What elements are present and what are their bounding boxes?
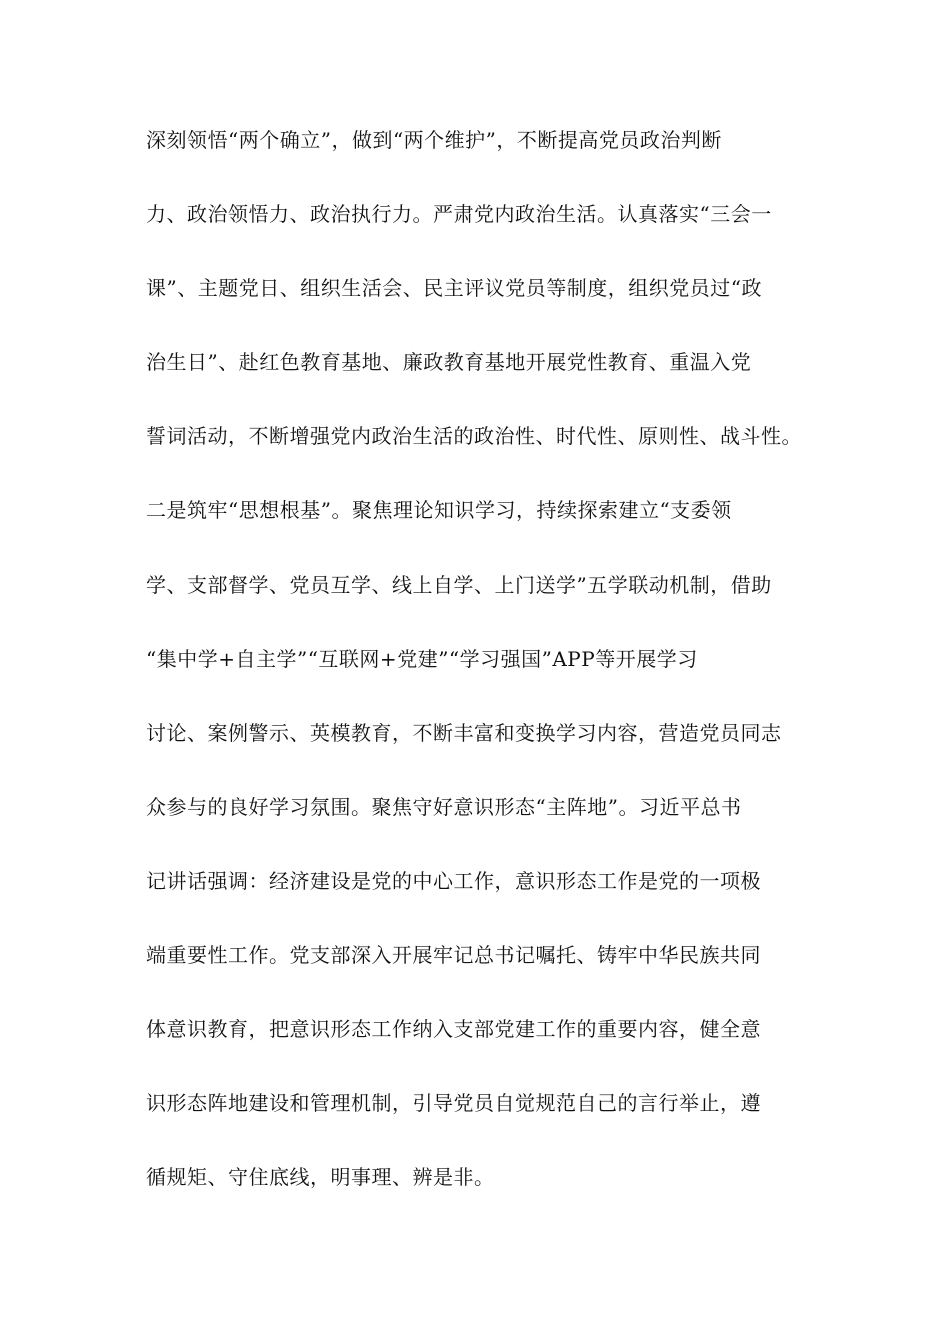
text-line: 学、支部督学、党员互学、线上自学、上门送学”五学联动机制，借助: [146, 572, 772, 597]
text-line: 端重要性工作。党支部深入开展牢记总书记嘱托、铸牢中华民族共同: [146, 943, 761, 968]
text-line: 众参与的良好学习氛围。聚焦守好意识形态“主阵地”。习近平总书: [146, 794, 742, 819]
text-line: 深刻领悟“两个确立”，做到“两个维护”，不断提高党员政治判断: [146, 128, 722, 152]
body-text: [146, 120, 836, 1231]
text-line: 识形态阵地建设和管理机制，引导党员自觉规范自己的言行举止，遵: [146, 1091, 761, 1116]
text-line: 治生日”、赴红色教育基地、廉政教育基地开展党性教育、重温入党: [146, 350, 752, 375]
text-line: 循规矩、守住底线，明事理、辨是非。: [146, 1165, 495, 1190]
text-line: 课”、主题党日、组织生活会、民主评议党员等制度，组织党员过“政: [146, 276, 762, 301]
text-line: 力、政治领悟力、政治执行力。严肃党内政治生活。认真落实“三会一: [146, 202, 772, 227]
text-line: 二是筑牢“思想根基”。聚焦理论知识学习，持续探索建立“支委领: [146, 498, 732, 523]
text-line: 誓词活动，不断增强党内政治生活的政治性、时代性、原则性、战斗性。: [146, 424, 802, 449]
text-line: 记讲话强调：经济建设是党的中心工作，意识形态工作是党的一项极: [146, 868, 761, 893]
text-line: 讨论、案例警示、英模教育，不断丰富和变换学习内容，营造党员同志: [146, 720, 782, 745]
text-line: 体意识教育，把意识形态工作纳入支部党建工作的重要内容，健全意: [146, 1017, 761, 1042]
text-line: “集中学+自主学”“互联网+党建”“学习强国”APP等开展学习: [146, 646, 698, 671]
